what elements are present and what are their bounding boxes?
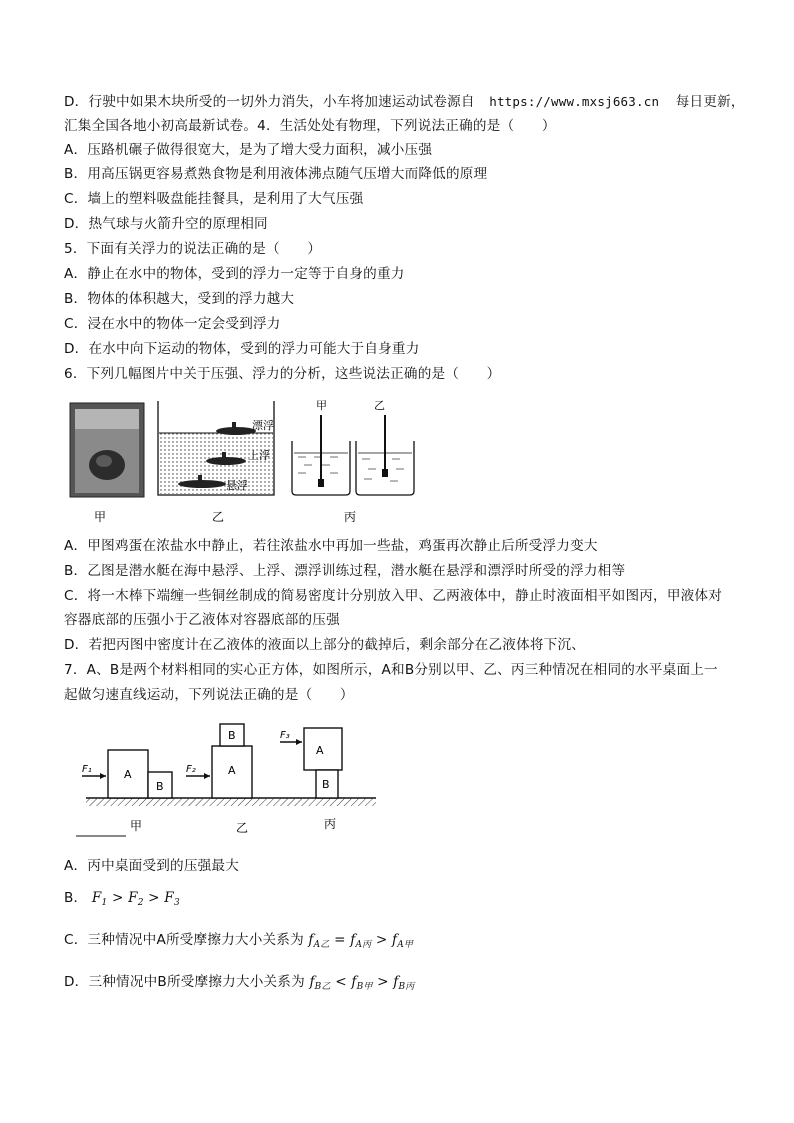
beaker-label-jia: 甲	[316, 399, 327, 412]
q7-option-c-formula: $f_{A乙} = f_{A丙} > f_{A甲}$	[308, 932, 414, 950]
q7-stem-line2: 起做匀速直线运动，下列说法正确的是（ ）	[64, 687, 354, 703]
q7-option-b-label: B．	[64, 890, 88, 906]
update-note: 每日更新，	[675, 94, 745, 110]
q7-figure	[66, 716, 386, 844]
label-shangfu: 上浮	[248, 449, 270, 462]
bing-force-label: F₃	[280, 730, 290, 741]
jia-a-label: A	[124, 768, 132, 781]
q4-option-a: A．压路机碾子做得很宽大，是为了增大受力面积，减小压强	[64, 142, 433, 158]
fig6-bing-beakers	[292, 399, 414, 495]
q5-option-c: C．浸在水中的物体一定会受到浮力	[64, 316, 281, 332]
q6-option-c-line1: C．将一木棒下端缠一些铜丝制成的简易密度计分别放入甲、乙两液体中，静止时液面相平如图丙，甲液体对	[64, 588, 722, 604]
q6-option-c-line2: 容器底部的压强小于乙液体对容器底部的压强	[64, 612, 340, 628]
fig6-yi-tank	[158, 401, 274, 495]
q7-caption-jia: 甲	[130, 819, 143, 833]
q7-option-d	[64, 972, 414, 997]
yi-force-label: F₂	[186, 764, 196, 775]
label-piaofu: 漂浮	[252, 419, 274, 432]
source-url[interactable]: https://www.mxsj663.cn	[489, 94, 660, 109]
jia-force-label: F₁	[82, 764, 92, 775]
q7-option-c	[64, 930, 413, 955]
q7-option-b	[64, 888, 180, 913]
q6-option-d: D．若把丙图中密度计在乙液体的液面以上部分的截掉后，剩余部分在乙液体将下沉、	[64, 637, 586, 653]
q7-stem-line1: 7．A、B是两个材料相同的实心正方体，如图所示，A和B分别以甲、乙、丙三种情况在相同的水平桌面上一	[64, 662, 718, 678]
bing-b-label: B	[322, 778, 330, 791]
q7-option-d-formula: $f_{B乙} < f_{B甲} > f_{B丙}$	[309, 974, 415, 992]
q3-option-d-text: D．行驶中如果木块所受的一切外力消失，小车将加速运动试卷源自	[64, 94, 475, 110]
beaker-label-yi: 乙	[374, 399, 385, 412]
q6-option-a: A．甲图鸡蛋在浓盐水中静止，若往浓盐水中再加一些盐，鸡蛋再次静止后所受浮力变大	[64, 538, 598, 554]
q6-figure	[64, 393, 424, 529]
q7-option-d-text: D．三种情况中B所受摩擦力大小关系为	[64, 974, 305, 990]
q5-stem: 5．下面有关浮力的说法正确的是（ ）	[64, 241, 322, 257]
q4-option-d: D．热气球与火箭升空的原理相同	[64, 216, 268, 232]
label-xuanfu: 悬浮	[226, 479, 248, 492]
q5-option-a: A．静止在水中的物体，受到的浮力一定等于自身的重力	[64, 266, 405, 282]
q6-option-b: B．乙图是潜水艇在海中悬浮、上浮、漂浮训练过程，潜水艇在悬浮和漂浮时所受的浮力相等	[64, 563, 626, 579]
q5-option-b: B．物体的体积越大，受到的浮力越大	[64, 291, 295, 307]
caption-jia: 甲	[94, 510, 107, 524]
table-hatch	[86, 798, 376, 806]
q4-stem: 汇集全国各地小初高最新试卷。4．生活处处有物理，下列说法正确的是（ ）	[64, 118, 556, 134]
caption-bing: 丙	[344, 510, 357, 524]
q4-option-b: B．用高压锅更容易煮熟食物是利用液体沸点随气压增大而降低的原理	[64, 166, 488, 182]
fig6-jia-photo	[70, 403, 144, 497]
q7-option-b-formula: $F_1 > F_2 > F_3$	[91, 890, 180, 908]
yi-b-label: B	[228, 729, 236, 742]
caption-yi: 乙	[212, 510, 225, 524]
yi-a-label: A	[228, 764, 236, 777]
jia-b-label: B	[156, 780, 164, 793]
bing-a-label: A	[316, 744, 324, 757]
q4-option-c: C．墙上的塑料吸盘能挂餐具，是利用了大气压强	[64, 191, 364, 207]
q7-option-c-text: C．三种情况中A所受摩擦力大小关系为	[64, 932, 304, 948]
q7-option-a: A．丙中桌面受到的压强最大	[64, 858, 240, 874]
q7-caption-bing: 丙	[324, 817, 337, 831]
q3-option-d	[64, 92, 745, 112]
q7-caption-yi: 乙	[236, 821, 249, 835]
q5-option-d: D．在水中向下运动的物体，受到的浮力可能大于自身重力	[64, 341, 420, 357]
q6-stem: 6．下列几幅图片中关于压强、浮力的分析，这些说法正确的是（ ）	[64, 366, 501, 382]
